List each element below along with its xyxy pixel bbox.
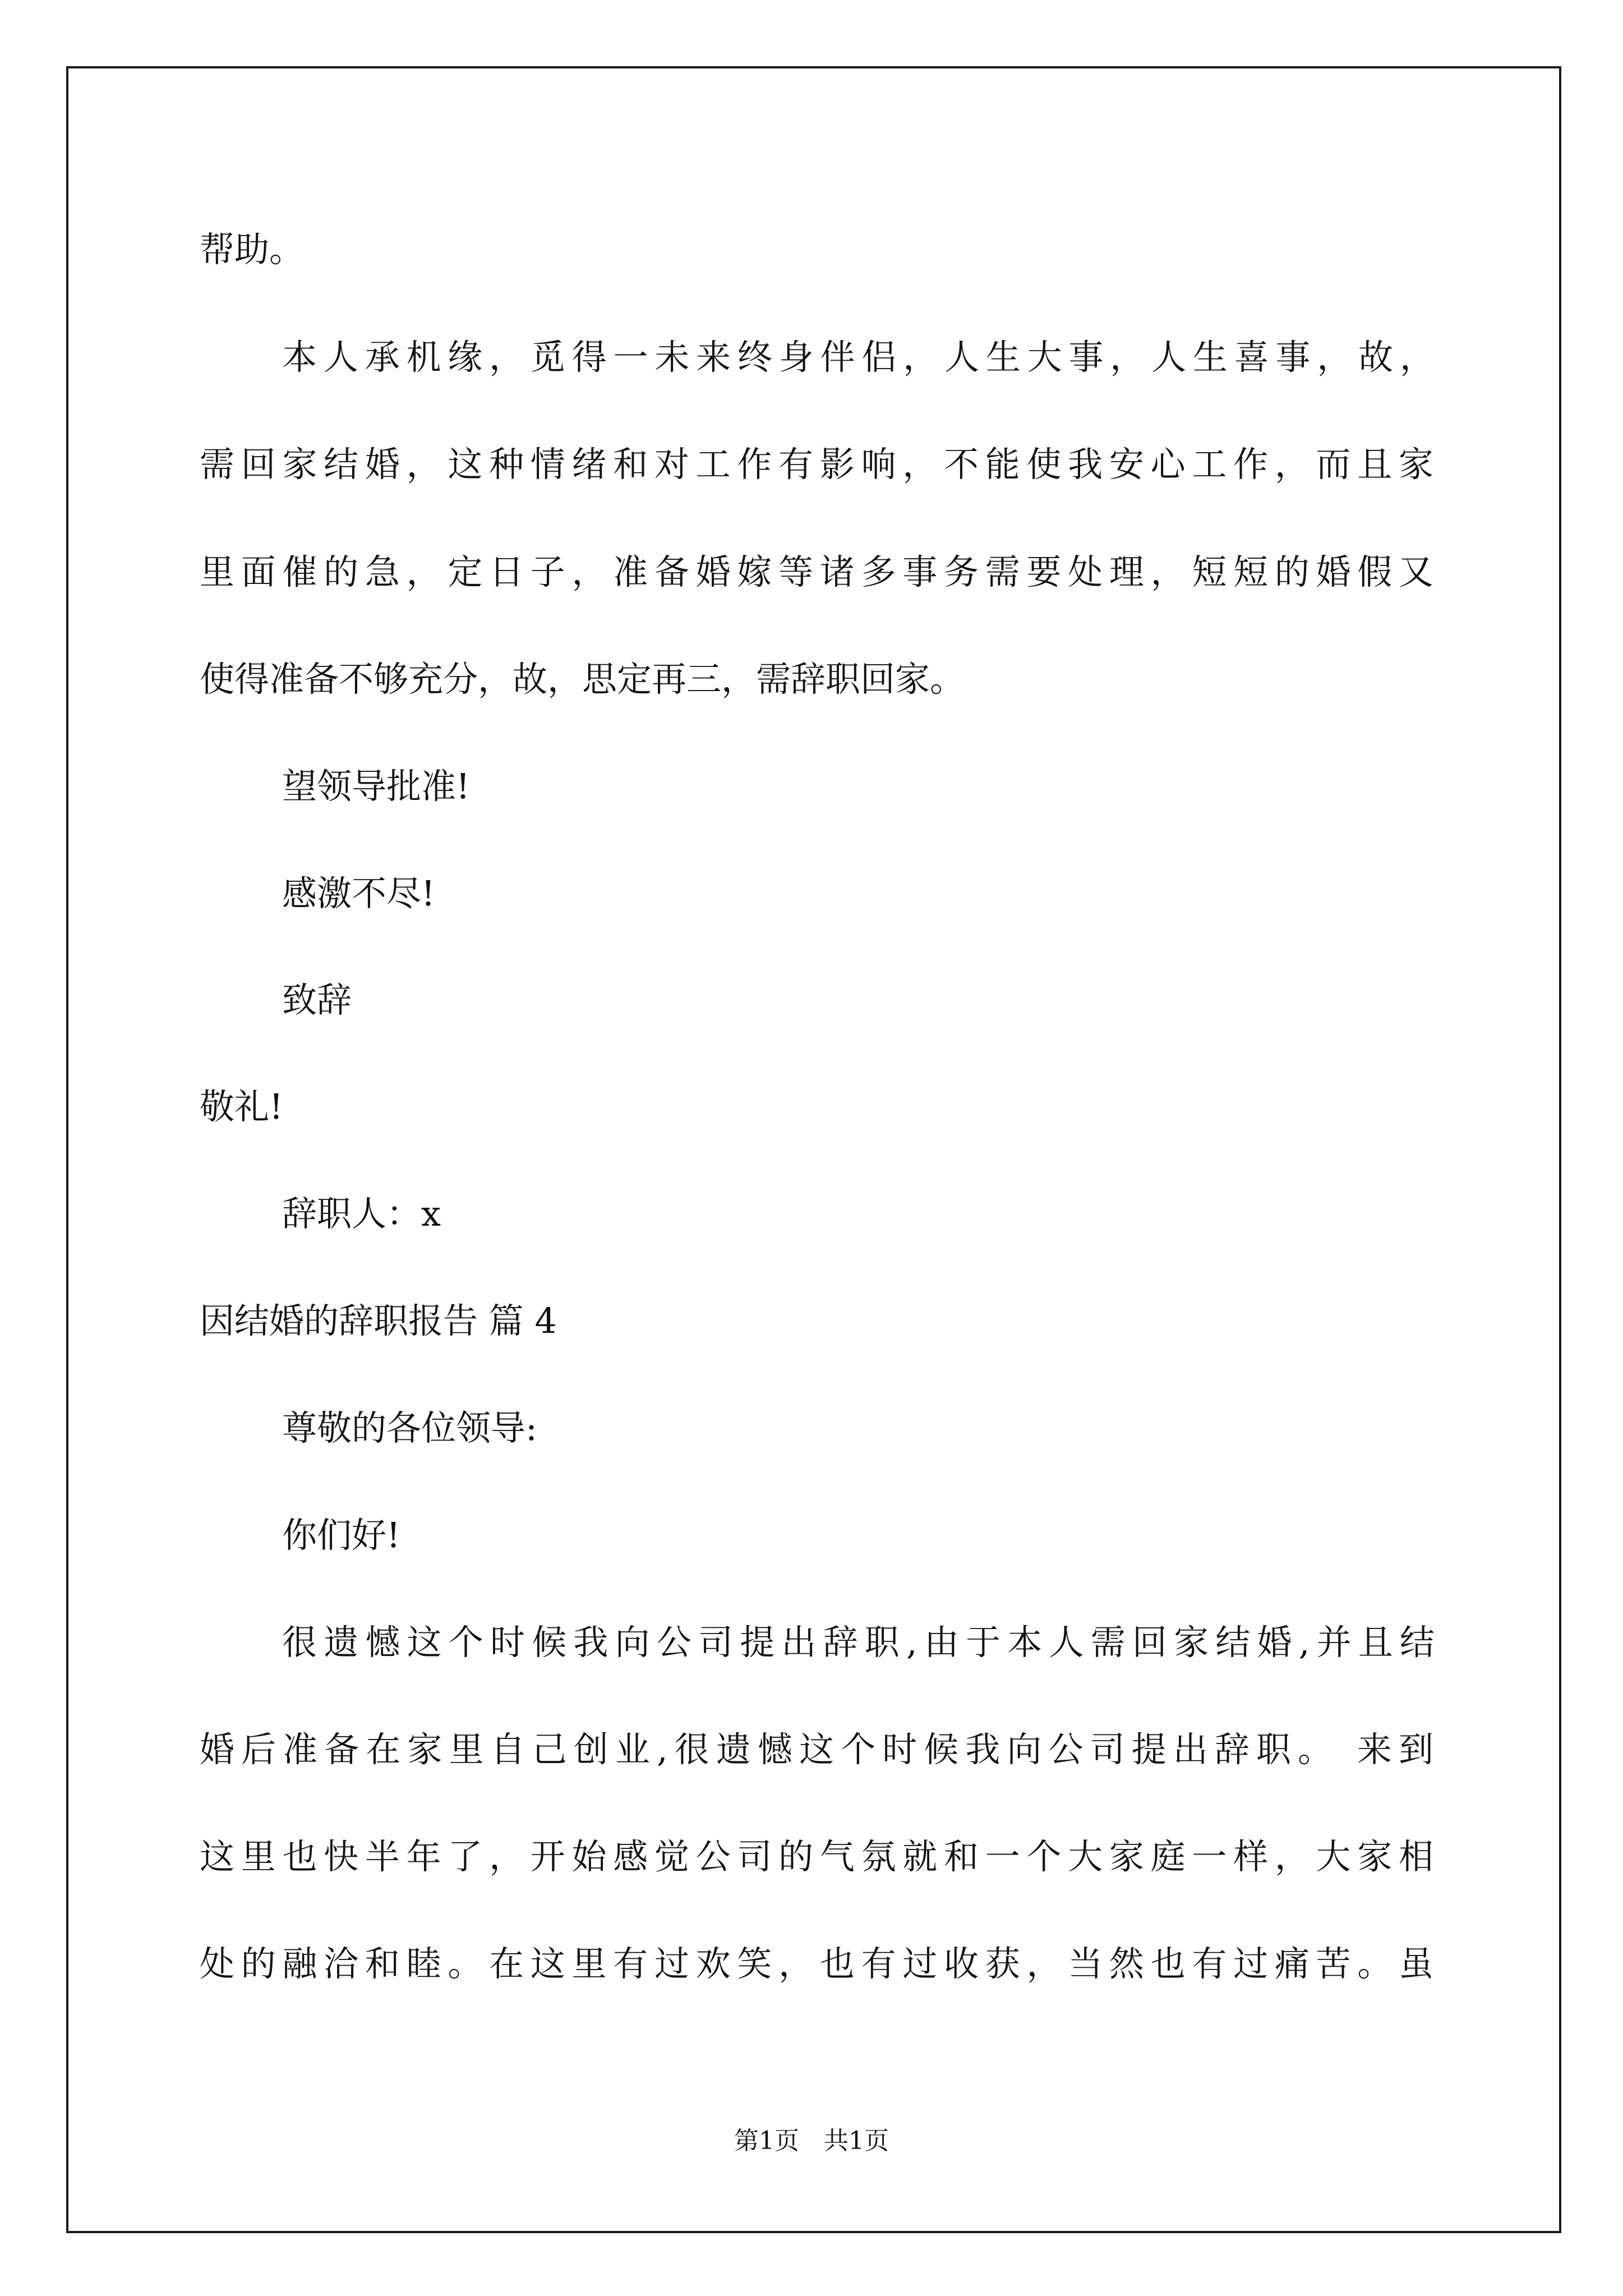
text-line-17: 处的融洽和睦。在这里有过欢笑，也有过收获，当然也有过痛苦。虽 <box>200 1943 1433 1984</box>
text-line-3: 需回家结婚，这种情绪和对工作有影响，不能使我安心工作，而且家 <box>200 444 1433 485</box>
text-line-13: 你们好! <box>282 1515 400 1556</box>
text-line-4: 里面催的急，定日子，准备婚嫁等诸多事务需要处理，短短的婚假又 <box>200 551 1433 592</box>
text-line-5: 使得准备不够充分，故，思定再三，需辞职回家。 <box>200 659 965 700</box>
text-line-2: 本人承机缘，觅得一未来终身伴侣，人生大事，人生喜事，故， <box>282 337 1435 378</box>
text-line-14: 很遗憾这个时候我向公司提出辞职,由于本人需回家结婚,并且结 <box>282 1622 1435 1663</box>
text-line-1: 帮助。 <box>200 229 305 270</box>
text-line-16: 这里也快半年了，开始感觉公司的气氛就和一个大家庭一样，大家相 <box>200 1836 1433 1877</box>
text-line-12: 尊敬的各位领导: <box>282 1407 537 1448</box>
text-line-15: 婚后准备在家里自己创业,很遗憾这个时候我向公司提出辞职。 来到 <box>200 1729 1433 1770</box>
text-line-7: 感激不尽! <box>282 873 435 914</box>
text-line-8: 致辞 <box>282 979 352 1020</box>
page-footer: 第1页 共1页 <box>734 2127 889 2155</box>
text-line-9: 敬礼! <box>200 1086 283 1127</box>
text-line-10: 辞职人：x <box>282 1193 441 1234</box>
page-border <box>66 66 1561 2233</box>
text-line-6: 望领导批准! <box>282 766 470 807</box>
section-heading: 因结婚的辞职报告 篇 4 <box>200 1300 557 1341</box>
